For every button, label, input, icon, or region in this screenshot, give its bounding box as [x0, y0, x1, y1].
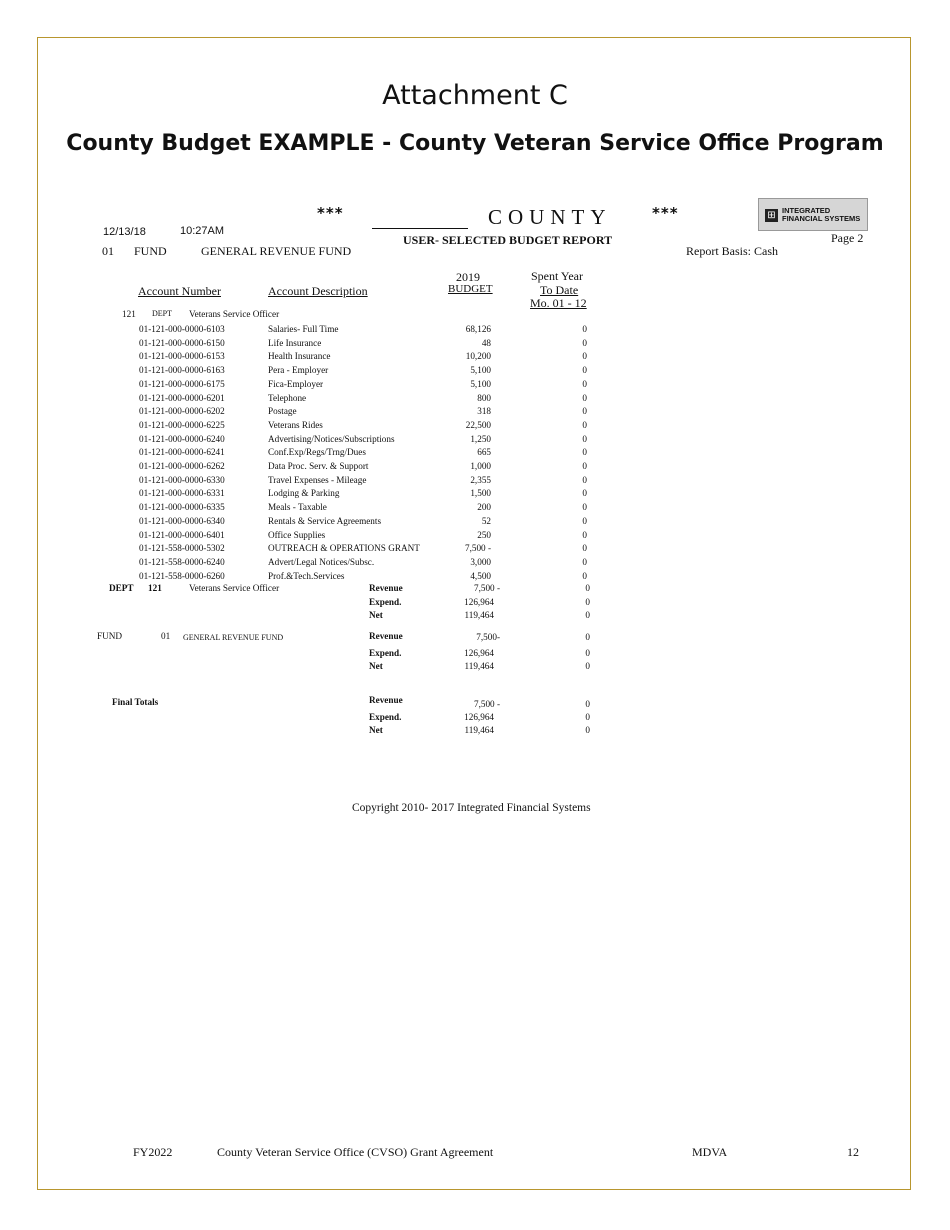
county-name-blank-line [372, 228, 468, 229]
line-item-description: Health Insurance [268, 351, 331, 362]
line-item-description: Rentals & Service Agreements [268, 515, 382, 526]
final-revenue-label: Revenue [369, 695, 403, 705]
fund-net-label: Net [369, 661, 383, 671]
column-header-budget: BUDGET [448, 283, 493, 295]
line-item-budget: 1,500 [470, 488, 491, 499]
line-item-description: OUTREACH & OPERATIONS GRANT [268, 543, 420, 554]
line-item-description: Life Insurance [268, 337, 322, 348]
column-header-spent-line-2: To Date [540, 283, 579, 297]
report-basis: Report Basis: Cash [686, 244, 778, 258]
line-item-budget: 200 [477, 502, 491, 513]
logo-mark-icon: ⊞ [765, 209, 778, 222]
fund-revenue-label: Revenue [369, 631, 403, 641]
dept-net-budget: 119,464 [464, 610, 494, 620]
line-item-spent: 0 [582, 433, 587, 444]
line-item-account-number: 01-121-000-0000-6103 [139, 324, 225, 334]
report-name: USER- SELECTED BUDGET REPORT [403, 233, 613, 247]
line-item-account-number: 01-121-000-0000-6401 [139, 529, 225, 540]
line-item-spent: 0 [582, 543, 587, 554]
line-item-account-number: 01-121-000-0000-6201 [139, 392, 225, 403]
dept-expend-budget: 126,964 [464, 597, 494, 607]
line-item-budget: 318 [477, 406, 491, 417]
line-item-spent: 0 [582, 502, 587, 513]
line-item-description: Salaries- Full Time [268, 324, 339, 334]
dept-header-name: Veterans Service Officer [189, 309, 280, 319]
dept-net-label: Net [369, 610, 383, 620]
line-item-budget: 250 [477, 529, 491, 540]
line-item-spent: 0 [582, 474, 587, 485]
logo-line-1: INTEGRATED [782, 206, 831, 215]
line-item-budget: 68,126 [465, 324, 491, 334]
line-item-description: Prof.&Tech.Services [268, 570, 345, 581]
line-item-spent: 0 [582, 447, 587, 458]
line-item-spent: 0 [582, 556, 587, 567]
fund-label: FUND [134, 244, 167, 258]
line-item-account-number: 01-121-000-0000-6241 [139, 447, 225, 458]
dept-revenue-spent: 0 [585, 583, 590, 593]
integrated-financial-systems-logo [758, 198, 868, 231]
line-item-account-number: 01-121-558-0000-6260 [139, 570, 225, 581]
fund-net-budget: 119,464 [464, 661, 494, 671]
final-expend-label: Expend. [369, 712, 402, 722]
fund-expend-budget: 126,964 [464, 648, 494, 658]
fund-revenue-spent: 0 [585, 632, 590, 642]
line-item-account-number: 01-121-000-0000-6225 [139, 419, 225, 430]
dept-revenue-label: Revenue [369, 583, 403, 593]
final-revenue-budget: 7,500 - [473, 699, 500, 709]
fund-name: GENERAL REVENUE FUND [201, 244, 352, 258]
dept-totals-code: 121 [148, 583, 162, 593]
line-item-spent: 0 [582, 515, 587, 526]
line-item-account-number: 01-121-000-0000-6163 [139, 365, 225, 376]
column-header-spent-line-1: Spent Year [531, 269, 584, 283]
line-item-account-number: 01-121-558-0000-5302 [139, 543, 225, 554]
final-net-spent: 0 [585, 725, 590, 735]
line-item-budget: 3,000 [470, 556, 491, 567]
line-item-spent: 0 [582, 461, 587, 471]
dept-totals-name: Veterans Service Officer [189, 583, 280, 593]
stars-right: *** [652, 204, 679, 222]
line-item-description: Meals - Taxable [268, 502, 327, 513]
dept-totals-label: DEPT [109, 583, 134, 593]
final-net-label: Net [369, 725, 383, 735]
fund-net-spent: 0 [585, 661, 590, 671]
county-heading: COUNTY [488, 205, 612, 229]
dept-net-spent: 0 [585, 610, 590, 620]
line-item-description: Lodging & Parking [268, 488, 340, 499]
dept-revenue-budget: 7,500 - [473, 583, 500, 593]
line-item-description: Conf.Exp/Regs/Trng/Dues [268, 447, 366, 458]
stars-left: *** [317, 204, 344, 222]
line-item-budget: 665 [477, 447, 491, 458]
line-item-account-number: 01-121-000-0000-6340 [139, 515, 225, 526]
line-item-description: Telephone [268, 392, 307, 403]
line-item-description: Pera - Employer [268, 365, 329, 376]
line-item-description: Fica-Employer [268, 378, 324, 389]
final-net-budget: 119,464 [464, 725, 494, 735]
footer-fiscal-year: FY2022 [133, 1145, 173, 1159]
logo-line-2: FINANCIAL SYSTEMS [782, 214, 861, 223]
line-item-spent: 0 [582, 488, 587, 499]
final-totals-label: Final Totals [112, 697, 159, 707]
line-item-spent: 0 [582, 529, 587, 540]
document-subtitle: County Budget EXAMPLE - County Veteran Service Office Program [66, 131, 884, 156]
footer-page-number: 12 [847, 1145, 859, 1159]
fund-code: 01 [102, 244, 114, 258]
line-item-budget: 22,500 [465, 419, 491, 430]
column-header-account-description: Account Description [268, 284, 368, 298]
footer-agreement-title: County Veteran Service Office (CVSO) Grant Agreement [217, 1145, 494, 1159]
line-item-budget: 5,100 [470, 378, 491, 389]
column-header-account-number: Account Number [138, 284, 221, 298]
report-copyright: Copyright 2010- 2017 Integrated Financial Systems [352, 802, 591, 814]
fund-totals-name: GENERAL REVENUE FUND [183, 633, 284, 642]
line-item-account-number: 01-121-000-0000-6331 [139, 488, 225, 499]
line-item-account-number: 01-121-000-0000-6150 [139, 337, 225, 348]
line-item-budget: 2,355 [470, 474, 491, 485]
line-item-account-number: 01-121-000-0000-6175 [139, 378, 225, 389]
report-date: 12/13/18 [103, 226, 146, 238]
line-item-account-number: 01-121-000-0000-6153 [139, 351, 225, 362]
line-item-account-number: 01-121-000-0000-6202 [139, 406, 225, 417]
line-item-budget: 800 [477, 392, 491, 403]
line-item-description: Advert/Legal Notices/Subsc. [268, 556, 375, 567]
line-item-spent: 0 [582, 351, 587, 362]
column-header-budget-year: 2019 [456, 270, 480, 284]
line-item-budget: 4,500 [470, 570, 491, 581]
fund-revenue-budget: 7,500- [476, 632, 500, 642]
line-item-account-number: 01-121-558-0000-6240 [139, 556, 225, 567]
line-item-budget: 10,200 [465, 351, 491, 362]
line-item-budget: 1,250 [470, 433, 491, 444]
fund-expend-label: Expend. [369, 648, 402, 658]
line-item-budget: 52 [481, 515, 491, 526]
line-item-spent: 0 [582, 419, 587, 430]
line-item-description: Veterans Rides [268, 419, 323, 430]
line-item-spent: 0 [582, 406, 587, 417]
line-item-spent: 0 [582, 570, 587, 581]
attachment-title: Attachment C [382, 80, 568, 111]
line-item-description: Advertising/Notices/Subscriptions [268, 433, 395, 444]
line-item-budget: 1,000 [470, 461, 491, 471]
dept-header-label: DEPT [152, 309, 172, 318]
column-header-spent-line-3: Mo. 01 - 12 [530, 296, 587, 310]
line-item-spent: 0 [582, 365, 587, 376]
line-item-account-number: 01-121-000-0000-6240 [139, 433, 225, 444]
page-indicator: Page 2 [831, 231, 864, 245]
dept-expend-label: Expend. [369, 597, 402, 607]
fund-expend-spent: 0 [585, 648, 590, 658]
fund-totals-code: 01 [161, 631, 171, 641]
line-item-description: Office Supplies [268, 529, 326, 540]
line-item-account-number: 01-121-000-0000-6330 [139, 474, 225, 485]
line-item-description: Data Proc. Serv. & Support [268, 461, 369, 471]
line-item-spent: 0 [582, 392, 587, 403]
final-revenue-spent: 0 [585, 699, 590, 709]
line-item-spent: 0 [582, 324, 587, 334]
line-item-account-number: 01-121-000-0000-6262 [139, 461, 225, 471]
line-item-budget: 48 [481, 337, 491, 348]
fund-totals-label: FUND [97, 631, 123, 641]
line-item-description: Postage [268, 406, 297, 417]
dept-header-code: 121 [122, 309, 136, 319]
line-item-budget: 7,500 - [464, 543, 491, 554]
final-expend-spent: 0 [585, 712, 590, 722]
line-item-account-number: 01-121-000-0000-6335 [139, 502, 225, 513]
report-time: 10:27AM [180, 225, 225, 237]
dept-expend-spent: 0 [585, 597, 590, 607]
line-item-spent: 0 [582, 378, 587, 389]
line-item-spent: 0 [582, 337, 587, 348]
footer-agency: MDVA [692, 1145, 728, 1159]
line-item-budget: 5,100 [470, 365, 491, 376]
final-expend-budget: 126,964 [464, 712, 494, 722]
line-item-description: Travel Expenses - Mileage [268, 474, 367, 485]
